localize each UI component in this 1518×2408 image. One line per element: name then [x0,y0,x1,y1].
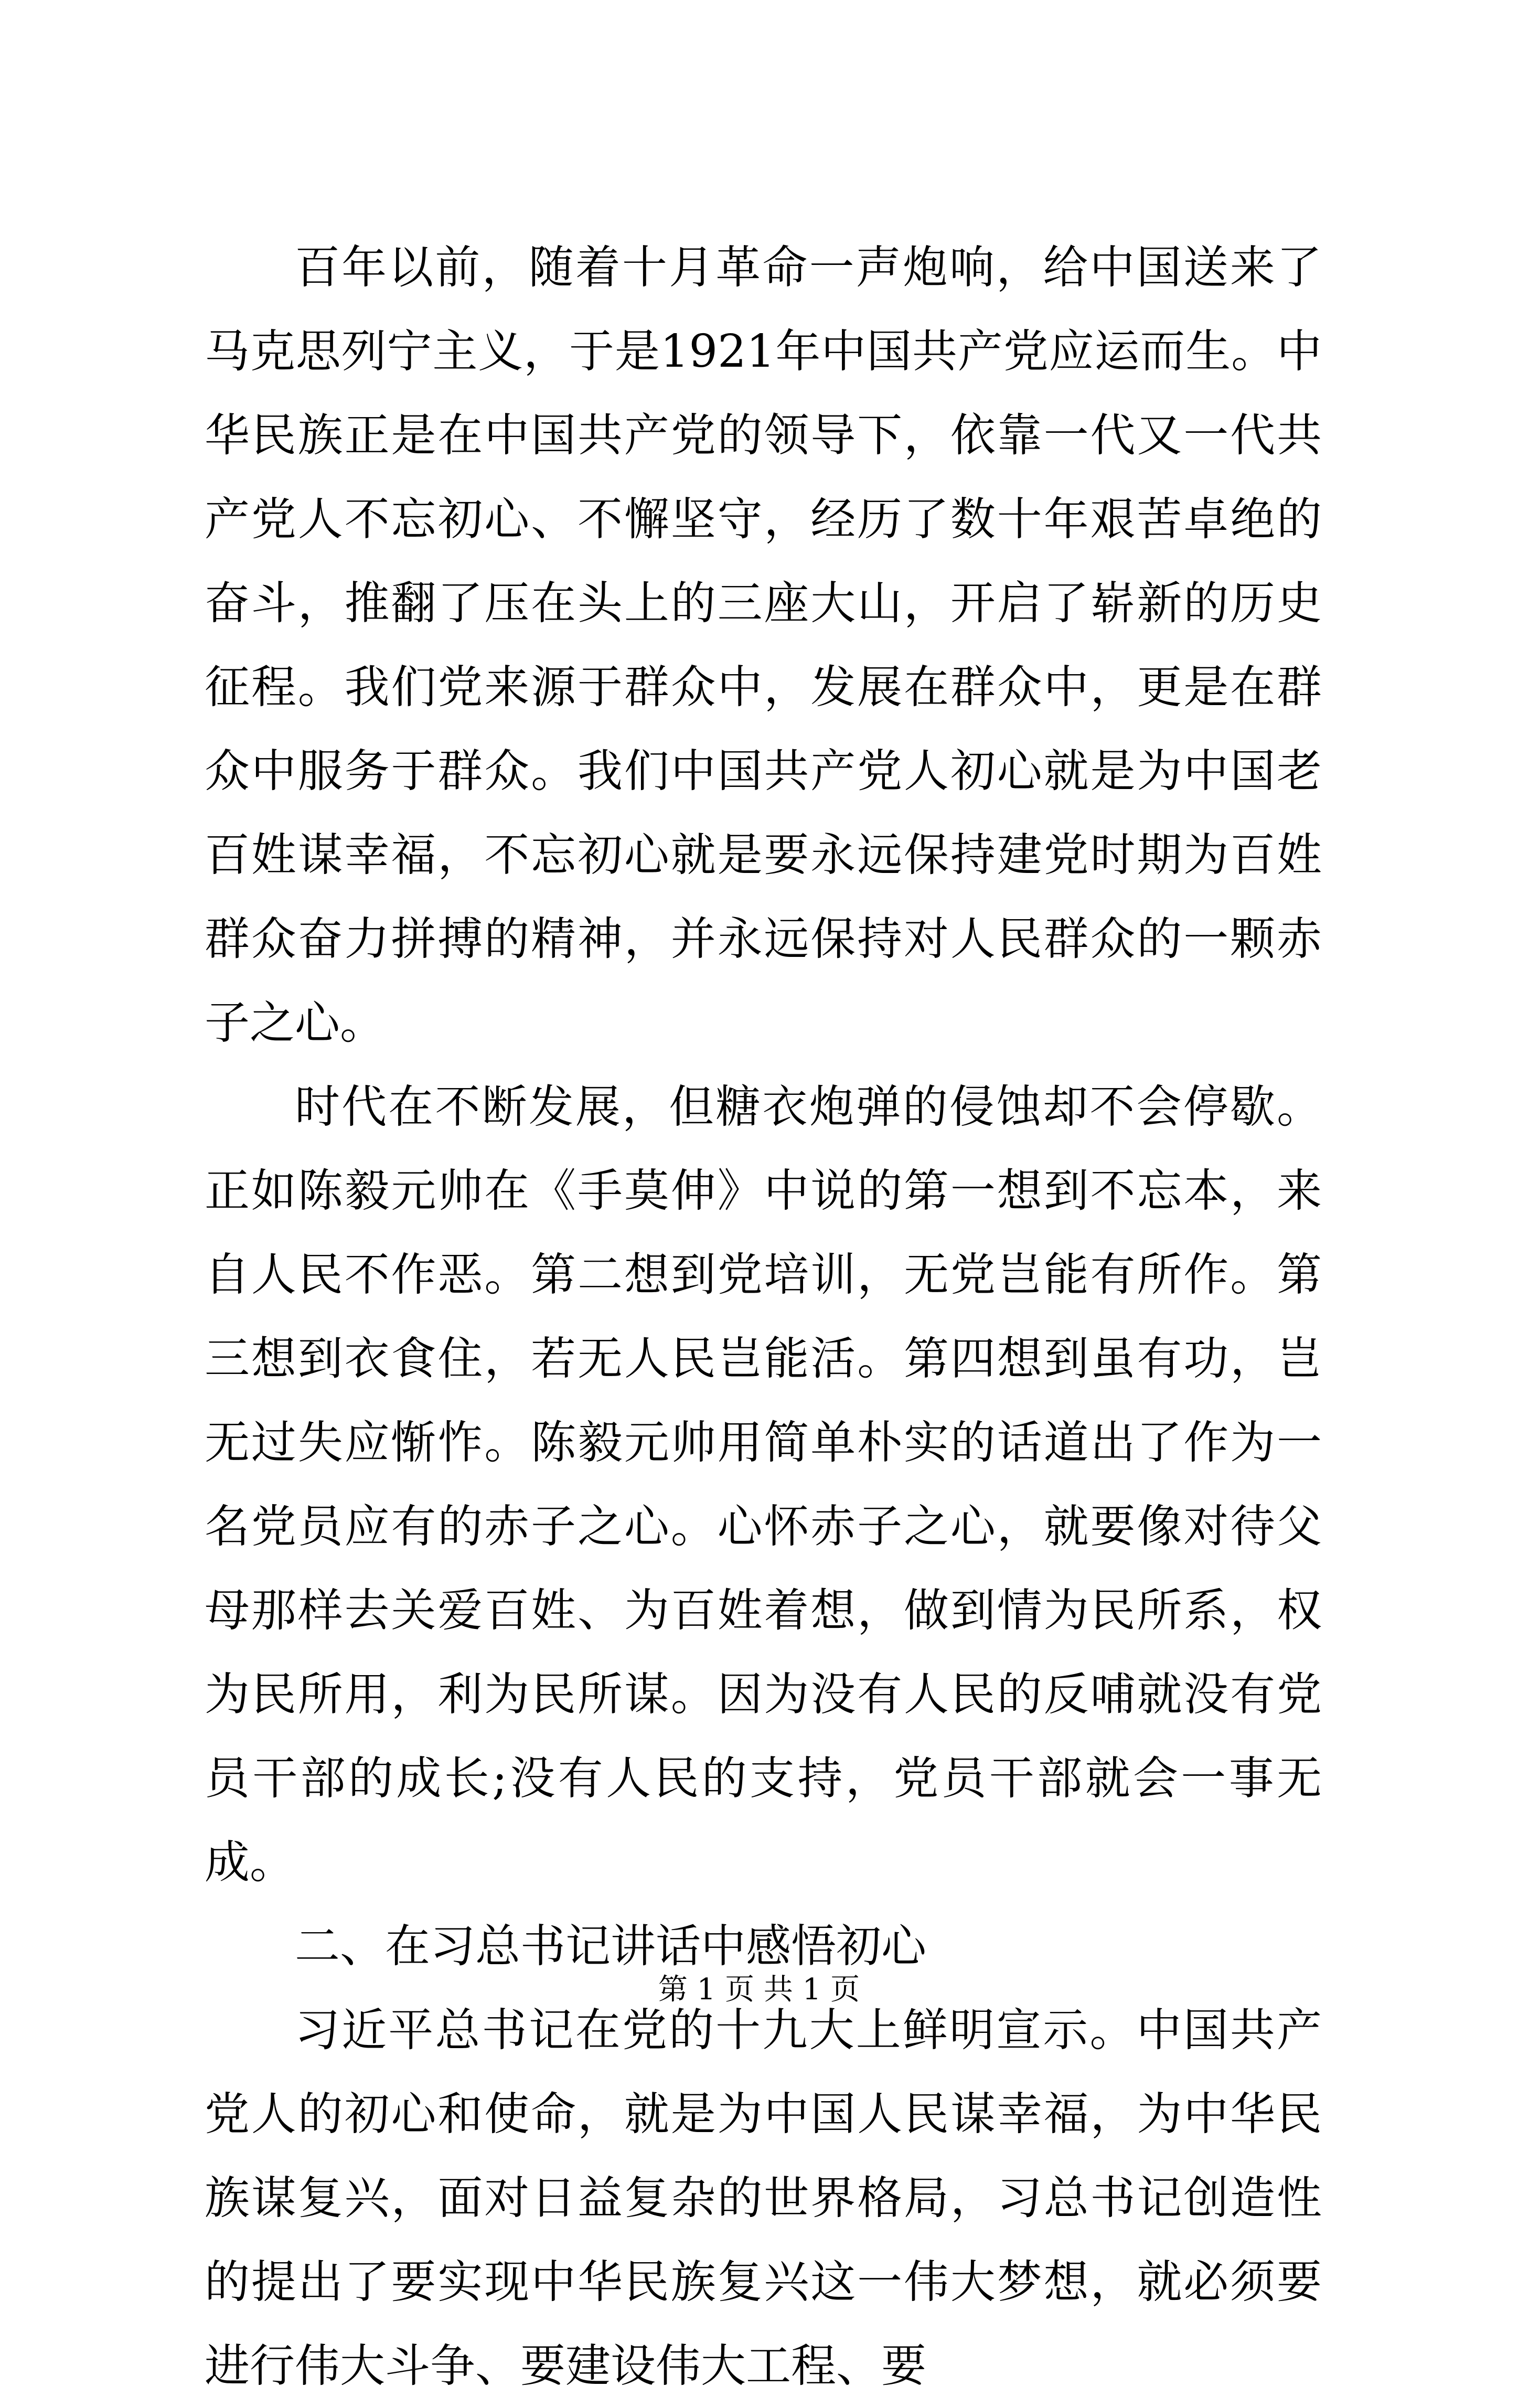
document-body [205,226,1322,2408]
section-heading: 二、在习总书记讲话中感悟初心 [295,1920,926,1973]
page-footer: 第 1 页 共 1 页 [658,1973,860,2007]
paragraph-2: 时代在不断发展，但糖衣炮弹的侵蚀却不会停歇。正如陈毅元帅在《手莫伸》中说的第一想到不忘本，来自人民不作恶。第二想到党培训，无党岂能有所作。第三想到衣食住，若无人民岂能活。第四想到虽有功，岂无过失应惭怍。陈毅元帅用简单朴实的话道出了作为一名党员应有的赤子之心。心怀赤子之心，就要像对待父母那样去关爱百姓、为百姓着想，做到情为民所系，权为民所用，利为民所谋。因为没有人民的反哺就没有党员干部的成长;没有人民的支持，党员干部就会一事无成。 [205,1081,1322,1889]
paragraph-3: 习近平总书记在党的十九大上鲜明宣示。中国共产党人的初心和使命，就是为中国人民谋幸福，为中华民族谋复兴，面对日益复杂的世界格局，习总书记创造性的提出了要实现中华民族复兴这一伟大梦想，就必须要进行伟大斗争、要建设伟大工程、要 [205,2004,1322,2392]
paragraph-1: 百年以前，随着十月革命一声炮响，给中国送来了马克思列宁主义，于是1921年中国共产党应运而生。中华民族正是在中国共产党的领导下，依靠一代又一代共产党人不忘初心、不懈坚守，经历了数十年艰苦卓绝的奋斗，推翻了压在头上的三座大山，开启了崭新的历史征程。我们党来源于群众中，发展在群众中，更是在群众中服务于群众。我们中国共产党人初心就是为中国老百姓谋幸福，不忘初心就是要永远保持建党时期为百姓群众奋力拼搏的精神，并永远保持对人民群众的一颗赤子之心。 [205,241,1322,1049]
